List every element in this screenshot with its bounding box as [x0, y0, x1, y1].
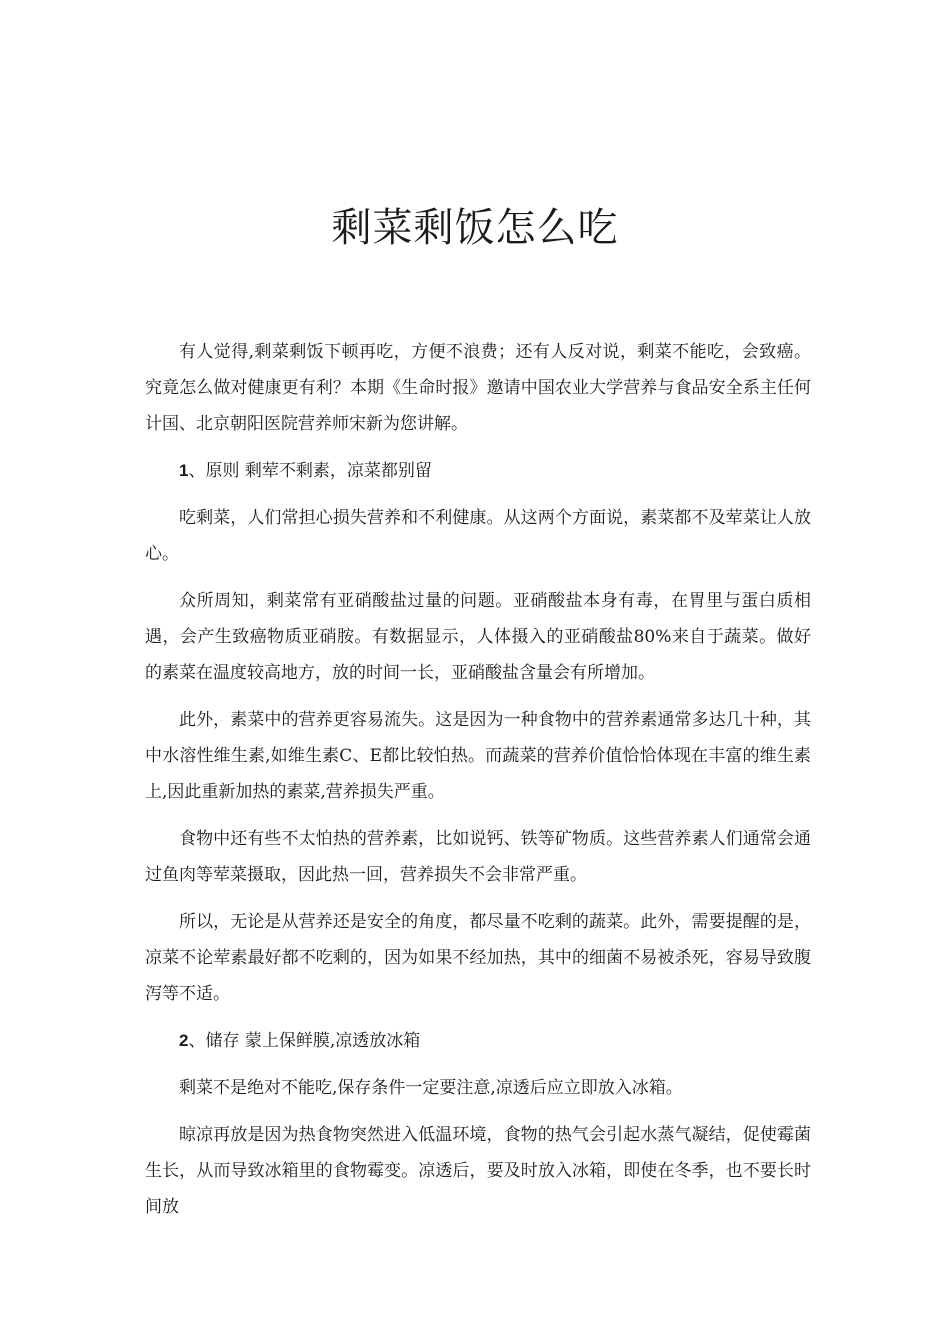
document-title: 剩菜剩饭怎么吃: [331, 205, 619, 251]
section-1-paragraph: 所以，无论是从营养还是安全的角度，都尽量不吃剩的蔬菜。此外，需要提醒的是，凉菜不论荤素最好都不吃剩的，因为如果不经加热，其中的细菌不易被杀死，容易导致腹泻等不适。: [145, 912, 811, 1004]
section-1-number: 1: [179, 461, 189, 480]
section-1-paragraph: 众所周知，剩菜常有亚硝酸盐过量的问题。亚硝酸盐本身有毒，在胃里与蛋白质相遇，会产生致癌物质亚硝胺。有数据显示，人体摄入的亚硝酸盐80%来自于蔬菜。做好的素菜在温度较高地方，放的时间一长，亚硝酸盐含量会有所增加。: [145, 591, 811, 683]
section-2-paragraph: 剩菜不是绝对不能吃,保存条件一定要注意,凉透后应立即放入冰箱。: [179, 1078, 683, 1098]
section-1-heading-text: 、原则 剩荤不剩素，凉菜都别留: [188, 461, 432, 481]
section-2-paragraph: 晾凉再放是因为热食物突然进入低温环境，食物的热气会引起水蒸气凝结，促使霉菌生长，从而导致冰箱里的食物霉变。凉透后，要及时放入冰箱，即使在冬季，也不要长时间放: [145, 1125, 811, 1217]
section-1-paragraph: 食物中还有些不太怕热的营养素，比如说钙、铁等矿物质。这些营养素人们通常会通过鱼肉等荤菜摄取，因此热一回，营养损失不会非常严重。: [145, 829, 811, 885]
section-2-number: 2: [179, 1031, 189, 1050]
section-2-heading-text: 、储存 蒙上保鲜膜,凉透放冰箱: [188, 1031, 421, 1051]
section-1-heading: [145, 453, 811, 489]
document-body: [145, 334, 811, 1236]
intro-paragraph: 有人觉得,剩菜剩饭下顿再吃，方便不浪费；还有人反对说，剩菜不能吃，会致癌。究竟怎么做对健康更有利？本期《生命时报》邀请中国农业大学营养与食品安全系主任何计国、北京朝阳医院营养师宋新为您讲解。: [145, 342, 811, 434]
section-2-heading: [145, 1023, 811, 1059]
section-1-paragraph: 吃剩菜，人们常担心损失营养和不利健康。从这两个方面说，素菜都不及荤菜让人放心。: [145, 508, 811, 564]
section-1-paragraph: 此外，素菜中的营养更容易流失。这是因为一种食物中的营养素通常多达几十种，其中水溶性维生素,如维生素C、E都比较怕热。而蔬菜的营养价值恰恰体现在丰富的维生素上,因此重新加热的素菜,营养损失严重。: [145, 710, 811, 802]
